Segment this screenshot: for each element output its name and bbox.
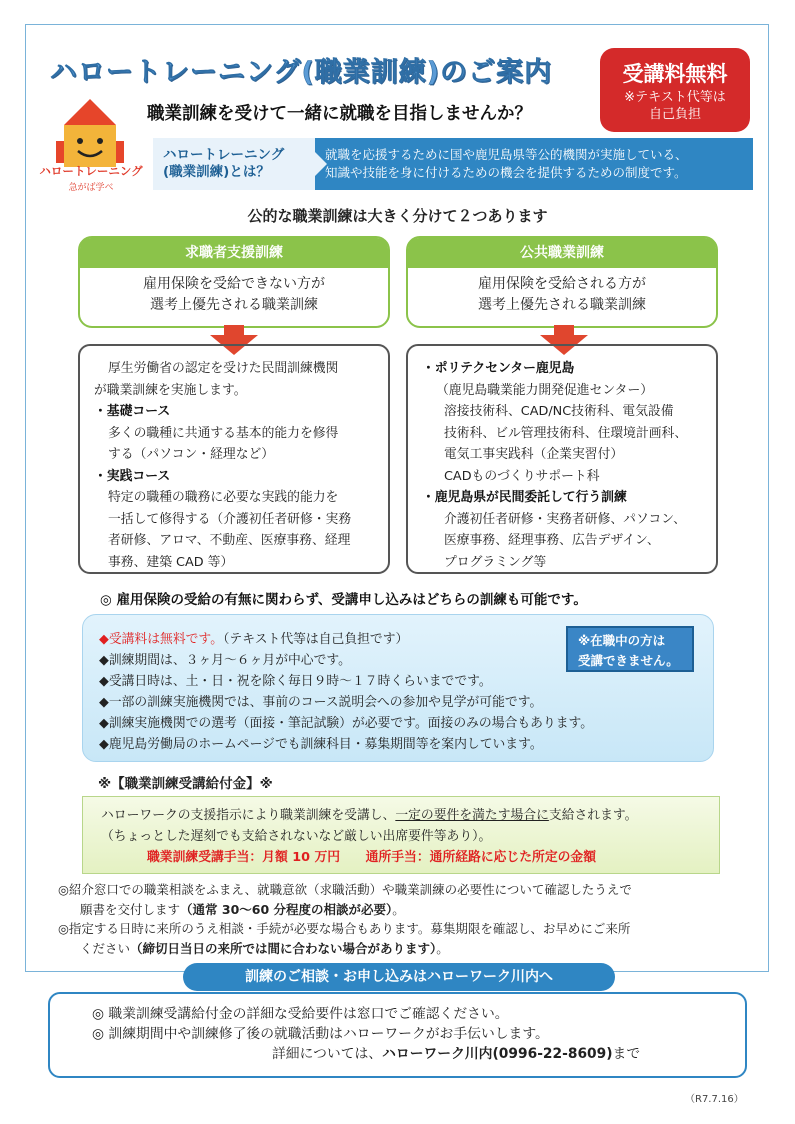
note-text: 願書を交付します xyxy=(80,901,181,917)
benefit-heading: ※【職業訓練受講給付金】※ xyxy=(98,776,273,792)
note-line xyxy=(58,939,748,959)
job-seeker-training-header xyxy=(78,236,390,328)
list-item: 多くの職種に共通する基本的能力を修得 xyxy=(108,425,339,441)
about-label-line-2: (職業訓練)とは？ xyxy=(163,164,270,180)
free-tuition-text: ◆受講料は無料です。 xyxy=(99,632,223,647)
logo-tagline: 急がば学べ xyxy=(68,183,114,193)
polytech-center-title: ・ポリテクセンター鹿児島 xyxy=(422,361,575,376)
list-item: 溶接技術科、CAD/NC技術科、電気設備 xyxy=(444,404,674,419)
free-tuition-note-2: 自己負担 xyxy=(648,107,701,122)
benefit-amount: 職業訓練受講手当：月額 10 万円 通所手当：通所経路に応じた所定の金額 xyxy=(147,850,597,865)
contact-line: ◎ 訓練期間中や訓練修了後の就職活動はハローワークがお手伝いします。 xyxy=(92,1026,549,1042)
note-line: ◎指定する日時に来所のうえ相談・手続が必要な場合もあります。募集期限を確認し、お早めにご来所 xyxy=(58,921,631,936)
list-item: 電気工事実践科（企業実習付） xyxy=(444,447,624,462)
about-text-line-2: 知識や技能を身に付けるための機会を提供するための制度です。 xyxy=(325,165,687,180)
job-seeker-training-title: 求職者支援訓練 xyxy=(80,238,388,268)
consultation-banner: 訓練のご相談・お申し込みはハローワーク川内へ xyxy=(183,963,615,991)
list-item: プログラミング等 xyxy=(444,554,547,570)
benefit-text: ハローワークの支援指示により職業訓練を受講し、 xyxy=(101,808,396,823)
note-text: ください xyxy=(80,940,131,956)
public-training-header xyxy=(406,236,718,328)
list-item: 一括して修得する（介護初任者研修・実務 xyxy=(108,511,352,527)
prefecture-training-title: ・鹿児島県が民間委託して行う訓練 xyxy=(422,490,627,505)
benefit-line-2: （ちょっとした遅刻でも支給されないなど厳しい出席要件等あり）。 xyxy=(101,829,492,844)
list-item: （鹿児島職業能力開発促進センター） xyxy=(436,382,654,398)
application-notice: ◎ 雇用保険の受給の有無に関わらず、受講申し込みはどちらの訓練も可能です。 xyxy=(100,592,587,608)
note-emphasis: （通常 30～60 分程度の相談が必要） xyxy=(180,901,393,917)
issue-date: （R7.7.16） xyxy=(685,1094,744,1105)
note-text: 。 xyxy=(436,940,449,956)
free-tuition-note-1: ※テキスト代等は xyxy=(624,90,726,105)
list-item: する（パソコン・経理など） xyxy=(108,447,275,462)
job-seeker-desc-line-1: 雇用保険を受給できない方が xyxy=(143,276,325,292)
list-item: 技術科、ビル管理技術科、住環境計画科、 xyxy=(444,425,688,441)
employed-notice-line-1: ※在職中の方は xyxy=(578,633,666,648)
benefit-box xyxy=(82,796,720,874)
about-label xyxy=(153,138,315,190)
free-tuition-badge xyxy=(600,48,750,132)
list-item: 厚生労働省の認定を受けた民間訓練機関 xyxy=(108,361,339,376)
about-label-line-1: ハロートレーニング xyxy=(163,147,285,163)
contact-info xyxy=(92,1044,745,1064)
section-heading: 公的な職業訓練は大きく分けて２つあります xyxy=(247,207,548,225)
note-line: ◎紹介窓口での職業相談をふまえ、就職意欲（求職活動）や職業訓練の必要性について確認したうえで xyxy=(58,882,632,897)
info-line: ◆鹿児島労働局のホームページでも訓練科目・募集期間等を案内しています。 xyxy=(99,737,543,752)
employed-notice-line-2: 受講できません。 xyxy=(578,653,679,668)
contact-text: 詳細については、 xyxy=(272,1046,383,1062)
procedure-notes xyxy=(58,880,748,958)
logo-name: ハロートレーニング xyxy=(39,164,143,178)
free-tuition-title: 受講料無料 xyxy=(622,62,728,86)
public-training-body xyxy=(406,344,718,574)
contact-text: まで xyxy=(612,1046,641,1062)
about-section xyxy=(153,138,753,190)
public-training-desc xyxy=(408,274,716,316)
note-line xyxy=(58,900,748,920)
public-desc-line-2: 選考上優先される職業訓練 xyxy=(478,297,646,313)
page-subtitle: 職業訓練を受けて一緒に就職を目指しませんか？ xyxy=(147,104,532,124)
benefit-condition: 一定の要件を満たす場合に xyxy=(395,808,549,823)
list-item: CADものづくりサポート科 xyxy=(444,468,600,484)
basic-course-title: ・基礎コース xyxy=(94,404,171,419)
textbook-note: （テキスト代等は自己負担です） xyxy=(223,632,409,647)
about-text-line-1: 就職を応援するために国や鹿児島県等公的機関が実施している、 xyxy=(325,147,688,162)
benefit-text: 支給されます。 xyxy=(548,808,638,823)
benefit-line-1 xyxy=(101,805,719,826)
note-emphasis: （締切日当日の来所では間に合わない場合があります） xyxy=(130,940,437,956)
job-seeker-training-desc xyxy=(80,274,388,316)
info-line: ◆受講日時は、土・日・祝を除く毎日９時～１７時くらいまでです。 xyxy=(99,674,492,689)
list-item: 医療事務、経理事務、広告デザイン、 xyxy=(444,533,660,548)
employed-notice-badge xyxy=(566,626,694,672)
job-seeker-desc-line-2: 選考上優先される職業訓練 xyxy=(150,297,318,313)
contact-phone: ハローワーク川内(0996-22-8609) xyxy=(382,1046,613,1062)
note-text: 。 xyxy=(392,901,405,917)
about-text xyxy=(325,146,747,182)
public-desc-line-1: 雇用保険を受給される方が xyxy=(478,276,646,292)
list-item: 特定の職種の職務に必要な実践的能力を xyxy=(108,490,339,505)
job-seeker-training-body xyxy=(78,344,390,574)
page-title: ハロートレーニング(職業訓練)のご案内 xyxy=(50,57,553,88)
info-line: ◆訓練期間は、３ヶ月～６ヶ月が中心です。 xyxy=(99,653,351,668)
practical-course-title: ・実践コース xyxy=(94,468,171,484)
info-line: ◆訓練実施機関での選考（面接・筆記試験）が必要です。面接のみの場合もあります。 xyxy=(99,716,594,731)
list-item: 介護初任者研修・実務者研修、パソコン、 xyxy=(444,511,686,527)
contact-line: ◎ 職業訓練受講給付金の詳細な受給要件は窓口でご確認ください。 xyxy=(92,1006,509,1022)
list-item: 者研修、アロマ、不動産、医療事務、経理 xyxy=(108,533,351,548)
contact-box xyxy=(48,992,747,1078)
list-item: が職業訓練を実施します。 xyxy=(94,382,247,398)
info-line: ◆一部の訓練実施機関では、事前のコース説明会への参加や見学が可能です。 xyxy=(99,695,543,710)
public-training-title: 公共職業訓練 xyxy=(408,238,716,268)
list-item: 事務、建築 CAD 等） xyxy=(108,554,234,570)
